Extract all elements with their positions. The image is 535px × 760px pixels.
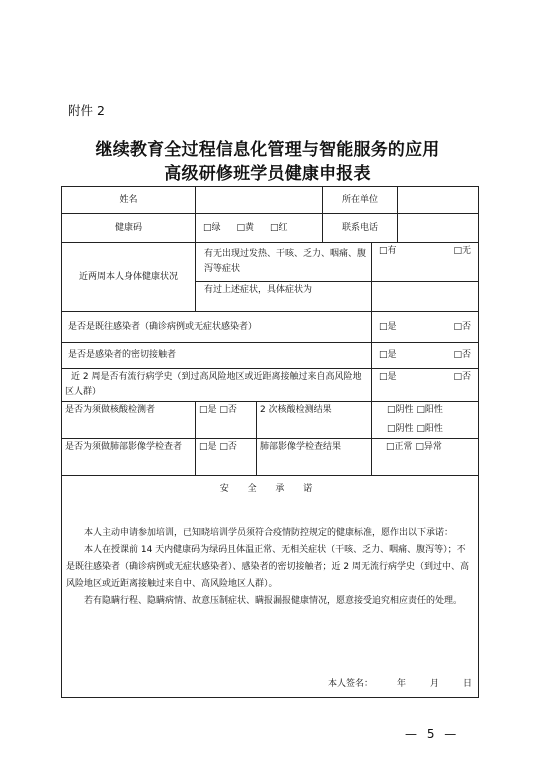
infected-yes-checkbox[interactable]: □是: [379, 321, 397, 332]
nucleic-result-first[interactable]: □阴性 □阳性: [387, 405, 443, 415]
health-code-options: [196, 214, 323, 243]
health-code-red-checkbox[interactable]: □红: [270, 222, 288, 233]
close-contact-question: 是否是感染者的密切接触者: [62, 343, 372, 369]
lung-question: 是否为须做肺部影像学检查者: [62, 439, 196, 476]
travel-options: [372, 369, 479, 402]
row-lung-imaging: [62, 439, 479, 476]
nucleic-yes-no[interactable]: □是 □否: [196, 402, 257, 439]
unit-label: 所在单位: [323, 187, 398, 214]
infected-question: 是否是既往感染者（确诊病例或无症状感染者）: [62, 312, 372, 343]
health-code-label: 健康码: [62, 214, 196, 243]
row-name: [62, 187, 479, 214]
row-close-contact: [62, 343, 479, 369]
close-contact-no-checkbox[interactable]: □否: [453, 350, 472, 360]
signature-month: 月: [429, 679, 439, 689]
lung-yes-no[interactable]: □是 □否: [196, 439, 257, 476]
name-value-cell[interactable]: [196, 187, 323, 214]
form-title-line1: 继续教育全过程信息化管理与智能服务的应用: [95, 140, 440, 160]
signature-label: 本人签名：: [327, 679, 373, 689]
page-number: — 5 —: [405, 727, 460, 741]
attachment-label: 附件 2: [68, 103, 105, 118]
infected-options: [372, 312, 479, 343]
close-contact-yes-checkbox[interactable]: □是: [379, 350, 397, 360]
lung-result-label: 肺部影像学检查结果: [257, 439, 372, 476]
row-health-code: [62, 214, 479, 243]
row-infected: [62, 312, 479, 343]
recent-health-label: 近两周本人身体健康状况: [62, 243, 196, 312]
signature-day: 日: [463, 679, 473, 689]
travel-yes-checkbox[interactable]: □是: [379, 372, 397, 382]
phone-value-cell[interactable]: [398, 214, 479, 243]
pledge-paragraph-3: 若有隐瞒行程、隐瞒病情、故意压制症状、瞒报漏报健康情况，愿意接受追究相应责任的处理。: [84, 596, 463, 606]
pledge-title: 安 全 承 诺: [219, 484, 321, 494]
unit-value-cell[interactable]: [398, 187, 479, 214]
symptom-no-checkbox[interactable]: □无: [453, 246, 472, 256]
symptom-question: 有无出现过发热、干咳、乏力、咽痛、腹泻等症状: [196, 243, 372, 282]
nucleic-result-label: 2 次核酸检测结果: [257, 402, 372, 439]
signature-line: [328, 676, 472, 693]
nucleic-question: 是否为须做核酸检测者: [62, 402, 196, 439]
nucleic-result-second[interactable]: □阴性 □阳性: [387, 424, 443, 434]
travel-no-checkbox[interactable]: □否: [453, 372, 472, 382]
signature-year: 年: [396, 679, 406, 689]
pledge-cell: [62, 476, 479, 698]
close-contact-options: [372, 343, 479, 369]
health-declaration-table: [61, 186, 479, 698]
pledge-paragraph-1: 本人主动申请参加培训，已知晓培训学员须符合疫情防控规定的健康标准，愿作出以下承诺：: [84, 528, 454, 538]
row-symptoms: [62, 243, 479, 282]
name-label: 姓名: [62, 187, 196, 214]
health-code-green-checkbox[interactable]: □绿: [203, 222, 221, 233]
row-travel-history: [62, 369, 479, 402]
travel-question: 近 2 周是否有流行病学史（到过高风险地区或近距离接触过来自高风险地区人群）: [62, 369, 372, 402]
symptom-options: [372, 243, 479, 282]
lung-result-options[interactable]: □正常 □异常: [372, 439, 479, 476]
health-code-yellow-checkbox[interactable]: □黄: [236, 222, 255, 233]
form-title-line2: 高级研修班学员健康申报表: [164, 164, 371, 184]
nucleic-result-options: [372, 402, 479, 439]
row-pledge: [62, 476, 479, 698]
phone-label: 联系电话: [323, 214, 398, 243]
infected-no-checkbox[interactable]: □否: [453, 321, 472, 332]
pledge-paragraph-2: 本人在授课前 14 天内健康码为绿码且体温正常、无相关症状（干咳、乏力、咽痛、腹泻等）；不是既往感染者（确诊病例或无症状感染者）、感染者的密切接触者；近 2 周无流行病学史（到过中、高风险地区或近距离接触过来自中、高风险地区人群）。: [66, 545, 469, 589]
symptom-detail-label: 有过上述症状，具体症状为: [196, 282, 372, 312]
symptom-detail-cell[interactable]: [372, 282, 479, 312]
symptom-yes-checkbox[interactable]: □有: [379, 246, 397, 256]
row-nucleic-test: [62, 402, 479, 439]
